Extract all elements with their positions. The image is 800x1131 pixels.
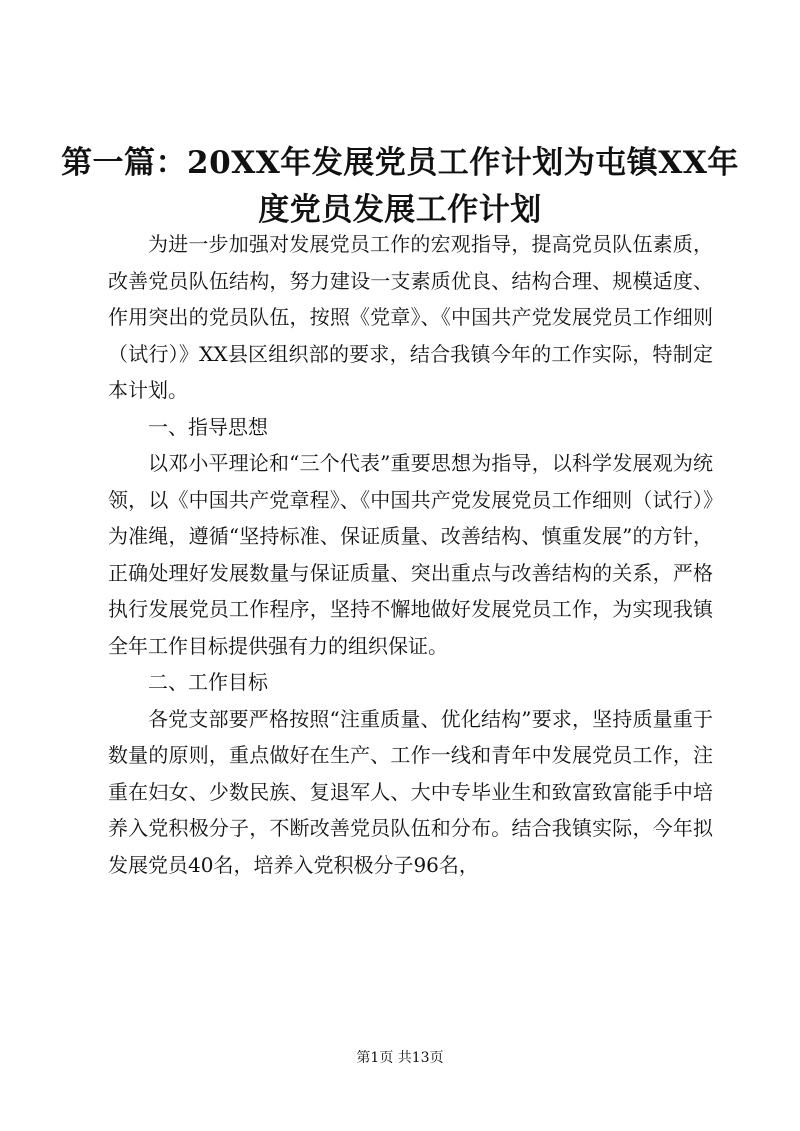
section-heading-work-goals: 二、工作目标 <box>148 670 268 694</box>
intro-paragraph: 为进一步加强对发展党员工作的宏观指导，提高党员队伍素质，改善党员队伍结构，努力建设一支素质优良、结构合理、规模适度、作用突出的党员队伍，按照《党章》、《中国共产党发展党员工作细则（试行）》XX县区组织部的要求，结合我镇今年的工作实际，特制定本计划。 <box>108 232 713 402</box>
document-body <box>108 226 713 883</box>
work-goals-paragraph: 各党支部要严格按照“注重质量、优化结构”要求，坚持质量重于数量的原则，重点做好在生产、工作一线和青年中发展党员工作，注重在妇女、少数民族、复退军人、大中专毕业生和致富致富能手中培养入党积极分子，不断改善党员队伍和分布。结合我镇实际，今年拟发展党员40名，培养入党积极分子96名， <box>108 706 713 877</box>
document-title: 第一篇：20XX年发展党员工作计划为屯镇XX年度党员发展工作计划 <box>61 145 739 228</box>
section-heading-guiding-ideology: 一、指导思想 <box>148 414 268 439</box>
guiding-ideology-paragraph: 以邓小平理论和“三个代表”重要思想为指导，以科学发展观为统领，以《中国共产党章程》、《中国共产党发展党员工作细则（试行）》为准绳，遵循“坚持标准、保证质量、改善结构、慎重发展”的方针，正确处理好发展数量与保证质量、突出重点与改善结构的关系，严格执行发展党员工作程序，坚持不懈地做好发展党员工作，为实现我镇全年工作目标提供强有力的组织保证。 <box>108 451 713 658</box>
page-number-footer: 第1页 共13页 <box>356 1050 444 1066</box>
